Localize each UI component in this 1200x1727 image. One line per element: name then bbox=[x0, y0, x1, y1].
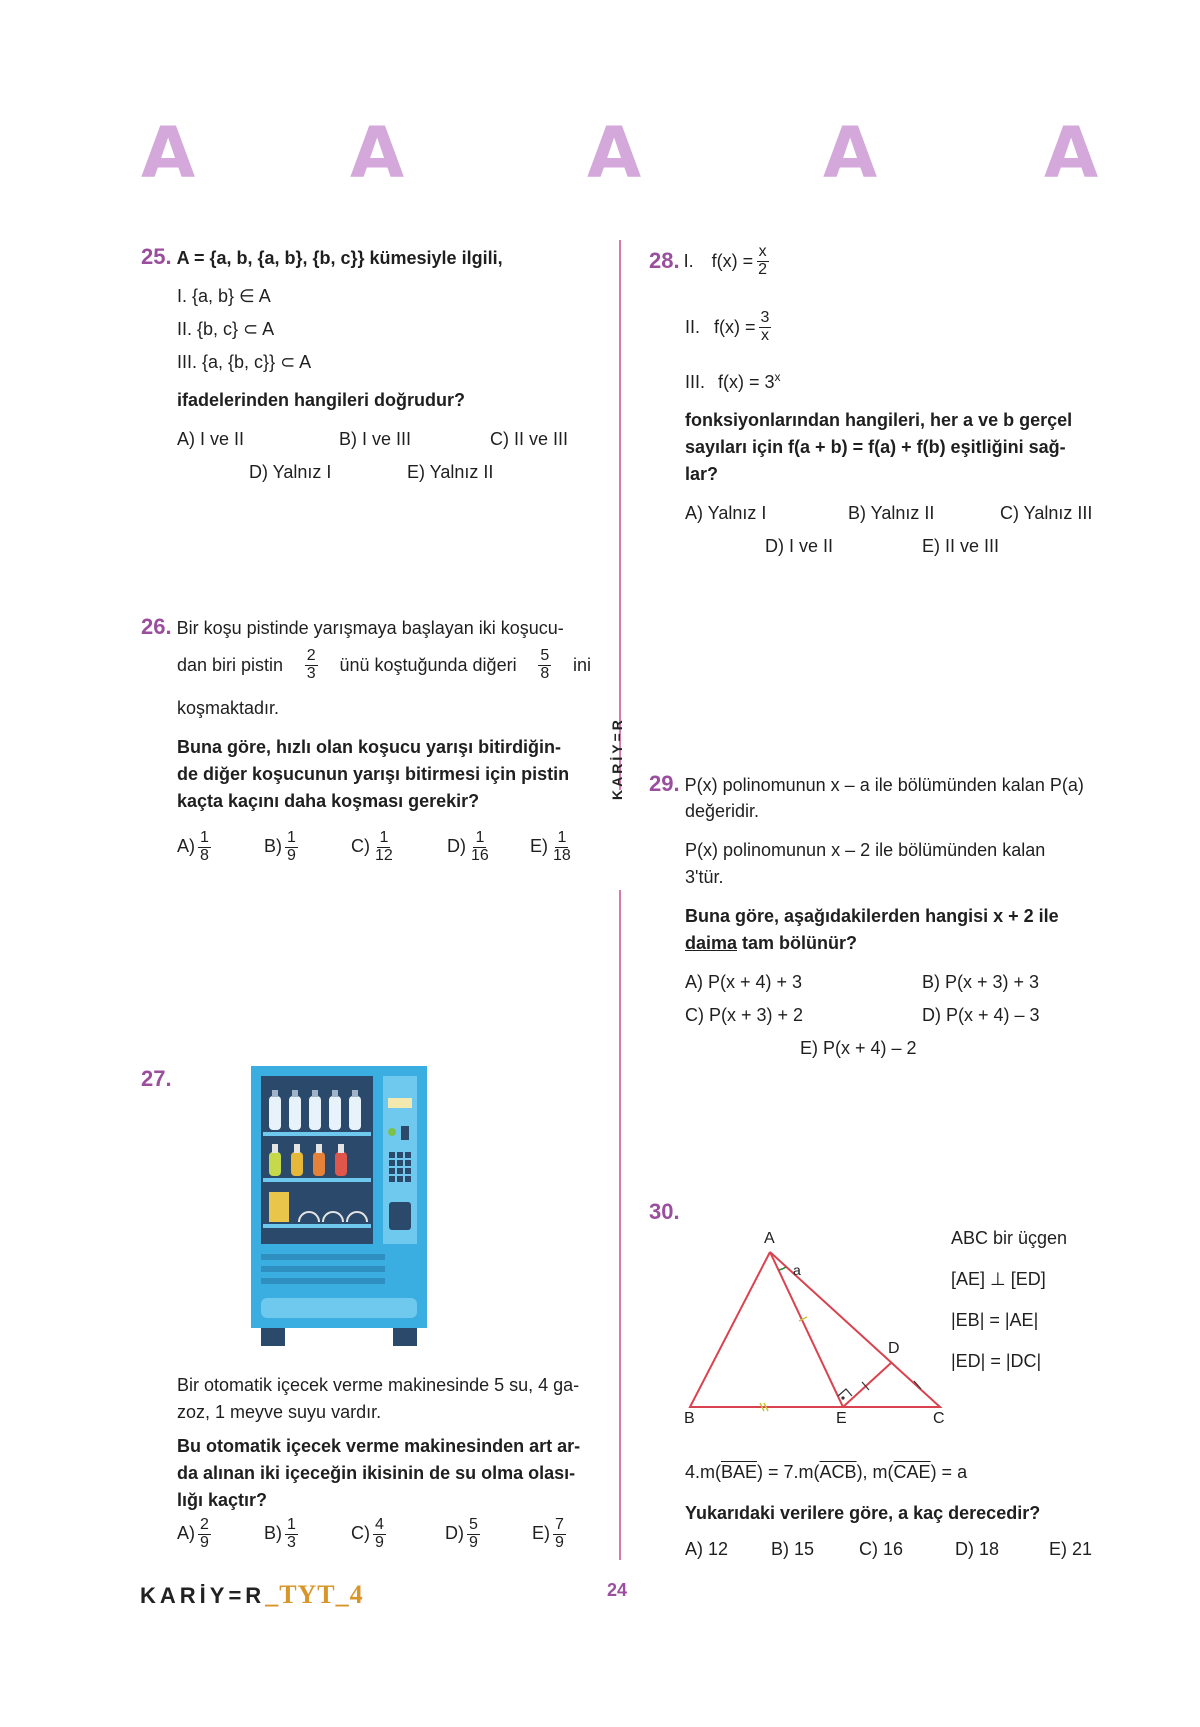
question-prompt: ifadelerinden hangileri doğrudur? bbox=[177, 390, 466, 410]
option-e[interactable]: E) P(x + 4) – 2 bbox=[800, 1038, 917, 1058]
text-segment: ini bbox=[572, 654, 591, 675]
coin-slot bbox=[401, 1126, 409, 1140]
booklet-letter-2: A bbox=[350, 112, 405, 194]
given-3: |EB| = |AE| bbox=[951, 1310, 1039, 1330]
given-2: [AE] ⊥ [ED] bbox=[951, 1269, 1046, 1289]
option-b[interactable]: B) P(x + 3) + 3 bbox=[922, 972, 1040, 992]
text-line-2: değeridir. bbox=[685, 801, 760, 821]
question-number: 25. bbox=[141, 244, 172, 269]
segment-ae bbox=[770, 1252, 843, 1407]
text-segment: dan biri pistin bbox=[177, 654, 284, 675]
option-c[interactable]: C) $\frac{4}{9}$ bbox=[351, 1516, 384, 1551]
option-e[interactable]: E) $\frac{7}{9}$ bbox=[532, 1516, 564, 1551]
prompt-line-3: lar? bbox=[685, 464, 719, 484]
given-4: |ED| = |DC| bbox=[951, 1351, 1042, 1371]
angle-label-a: a bbox=[793, 1262, 801, 1278]
option-e[interactable]: E) $\frac{1}{18}$ bbox=[530, 829, 571, 864]
text-line-3: koşmaktadır. bbox=[177, 698, 280, 718]
question-stem: A = {a, b, {a, b}, {b, c}} kümesiyle ilgili, bbox=[176, 248, 503, 268]
option-b[interactable]: B) I ve III bbox=[339, 429, 412, 449]
option-b[interactable]: B) $\frac{1}{9}$ bbox=[264, 829, 296, 864]
prompt-line-1: Bu otomatik içecek verme makinesinden art ar- bbox=[177, 1436, 581, 1456]
option-c[interactable]: C) II ve III bbox=[490, 429, 569, 449]
fraction-two-thirds: $\frac{2}{3}$ bbox=[306, 647, 316, 682]
question-prompt: Yukarıdaki verilere göre, a kaç derecedir? bbox=[685, 1503, 1041, 1523]
item-label: III. bbox=[685, 372, 706, 392]
question-number: 30. bbox=[649, 1199, 680, 1224]
option-d[interactable]: D) 18 bbox=[955, 1539, 1000, 1559]
right-angle-mark bbox=[838, 1389, 852, 1396]
option-b[interactable]: B) Yalnız II bbox=[848, 503, 935, 523]
prompt-line-3: lığı kaçtır? bbox=[177, 1490, 268, 1510]
text-line-3: P(x) polinomunun x – 2 ile bölümünden kalan bbox=[685, 840, 1046, 860]
vertex-label-a: A bbox=[764, 1230, 775, 1247]
option-d[interactable]: D) Yalnız I bbox=[249, 462, 332, 482]
booklet-letter-4: A bbox=[823, 112, 878, 194]
option-a[interactable]: A) Yalnız I bbox=[685, 503, 767, 523]
prompt-line-2: da alınan iki içeceğin ikisinin de su olma olası- bbox=[177, 1463, 576, 1483]
booklet-letter-3: A bbox=[587, 112, 642, 194]
option-d[interactable]: D) $\frac{1}{16}$ bbox=[447, 829, 489, 864]
option-d[interactable]: D) P(x + 4) – 3 bbox=[922, 1005, 1040, 1025]
triangle-abc bbox=[690, 1252, 940, 1407]
option-c[interactable]: C) P(x + 3) + 2 bbox=[685, 1005, 804, 1025]
prompt-line-2: sayıları için f(a + b) = f(a) + f(b) eşitliğini sağ- bbox=[685, 437, 1066, 457]
option-c[interactable]: C) Yalnız III bbox=[1000, 503, 1093, 523]
card-slot bbox=[389, 1202, 411, 1230]
prompt-line-2: daima tam bölünür? bbox=[685, 933, 858, 953]
item-label: II. bbox=[685, 316, 701, 337]
test-series: _TYT_4 bbox=[265, 1580, 364, 1609]
statement-3: III. {a, {b, c}} ⊂ A bbox=[177, 352, 312, 372]
function-3: f(x) = 3 bbox=[718, 372, 775, 392]
side-brand: KARİY=R bbox=[609, 717, 625, 800]
statement-1: I. {a, b} ∈ A bbox=[177, 286, 271, 306]
option-a[interactable]: A) $\frac{2}{9}$ bbox=[177, 1516, 209, 1551]
text-line-1: P(x) polinomunun x – a ile bölümünden kalan P(a) bbox=[684, 775, 1084, 795]
question-number: 27. bbox=[141, 1066, 172, 1091]
column-divider-top bbox=[619, 240, 621, 790]
option-b[interactable]: B) 15 bbox=[771, 1539, 815, 1559]
column-divider-bottom bbox=[619, 890, 621, 1560]
status-light bbox=[388, 1128, 396, 1136]
option-a[interactable]: A) P(x + 4) + 3 bbox=[685, 972, 803, 992]
vertex-label-c: C bbox=[933, 1410, 945, 1427]
given-1: ABC bir üçgen bbox=[951, 1228, 1068, 1248]
prompt-line-2: de diğer koşucunun yarışı bitirmesi için pistin bbox=[177, 764, 570, 784]
display-screen bbox=[388, 1098, 412, 1108]
option-c[interactable]: C) 16 bbox=[859, 1539, 904, 1559]
dispense-tray bbox=[261, 1298, 417, 1318]
booklet-letter-1: A bbox=[141, 112, 196, 194]
option-e[interactable]: E) Yalnız II bbox=[407, 462, 494, 482]
left-foot bbox=[261, 1328, 285, 1346]
booklet-letter-5: A bbox=[1044, 112, 1099, 194]
text-line-1: Bir otomatik içecek verme makinesinde 5 su, 4 ga- bbox=[177, 1375, 580, 1395]
text-segment: ünü koştuğunda diğeri bbox=[339, 654, 517, 675]
option-c[interactable]: C) $\frac{1}{12}$ bbox=[351, 829, 393, 864]
option-a[interactable]: A) I ve II bbox=[177, 429, 245, 449]
segment-ed bbox=[843, 1362, 892, 1407]
triangle-diagram bbox=[670, 1222, 960, 1432]
right-foot bbox=[393, 1328, 417, 1346]
option-a[interactable]: A) $\frac{1}{8}$ bbox=[177, 829, 209, 864]
brand-name: KARİY=R bbox=[140, 1583, 266, 1608]
option-d[interactable]: D) $\frac{5}{9}$ bbox=[445, 1516, 478, 1551]
vertex-label-b: B bbox=[684, 1410, 695, 1427]
option-b[interactable]: B) $\frac{1}{3}$ bbox=[264, 1516, 296, 1551]
prompt-line-1: Buna göre, hızlı olan koşucu yarışı bitirdiğin- bbox=[177, 737, 562, 757]
page-number: 24 bbox=[607, 1580, 628, 1600]
question-number: 28. bbox=[649, 248, 680, 274]
footer-brand bbox=[140, 1580, 364, 1610]
statement-2: II. {b, c} ⊂ A bbox=[177, 319, 275, 339]
item-label: I. bbox=[683, 250, 694, 271]
function-1: f(x) = bbox=[711, 250, 754, 271]
option-a[interactable]: A) 12 bbox=[685, 1539, 729, 1559]
option-e[interactable]: E) II ve III bbox=[922, 536, 1000, 556]
prompt-line-3: kaçta kaçını daha koşması gerekir? bbox=[177, 791, 480, 811]
prompt-line-1: fonksiyonlarından hangileri, her a ve b gerçel bbox=[685, 410, 1073, 430]
exponent: x bbox=[774, 370, 781, 384]
option-e[interactable]: E) 21 bbox=[1049, 1539, 1093, 1559]
vertex-label-d: D bbox=[888, 1340, 900, 1357]
vending-machine-illustration bbox=[251, 1066, 427, 1348]
angle-relation: $4.m(\overline{BAE}) = 7.m(\overline{ACB})$, $m(\overline{CAE}) = a$ bbox=[685, 1462, 968, 1482]
text-line-4: 3'tür. bbox=[685, 867, 724, 887]
option-d[interactable]: D) I ve II bbox=[765, 536, 834, 556]
text-line-1: Bir koşu pistinde yarışmaya başlayan iki koşucu- bbox=[176, 618, 564, 638]
text-line-2 bbox=[177, 648, 591, 683]
vertex-label-e: E bbox=[836, 1410, 847, 1427]
function-2: f(x) = bbox=[714, 316, 756, 337]
prompt-line-1: Buna göre, aşağıdakilerden hangisi x + 2 ile bbox=[685, 906, 1059, 926]
question-number: 26. bbox=[141, 614, 172, 639]
text-line-2: zoz, 1 meyve suyu vardır. bbox=[177, 1402, 382, 1422]
question-number: 29. bbox=[649, 771, 680, 796]
fraction-five-eighths: $\frac{5}{8}$ bbox=[540, 647, 550, 682]
angle-arc bbox=[779, 1267, 786, 1270]
